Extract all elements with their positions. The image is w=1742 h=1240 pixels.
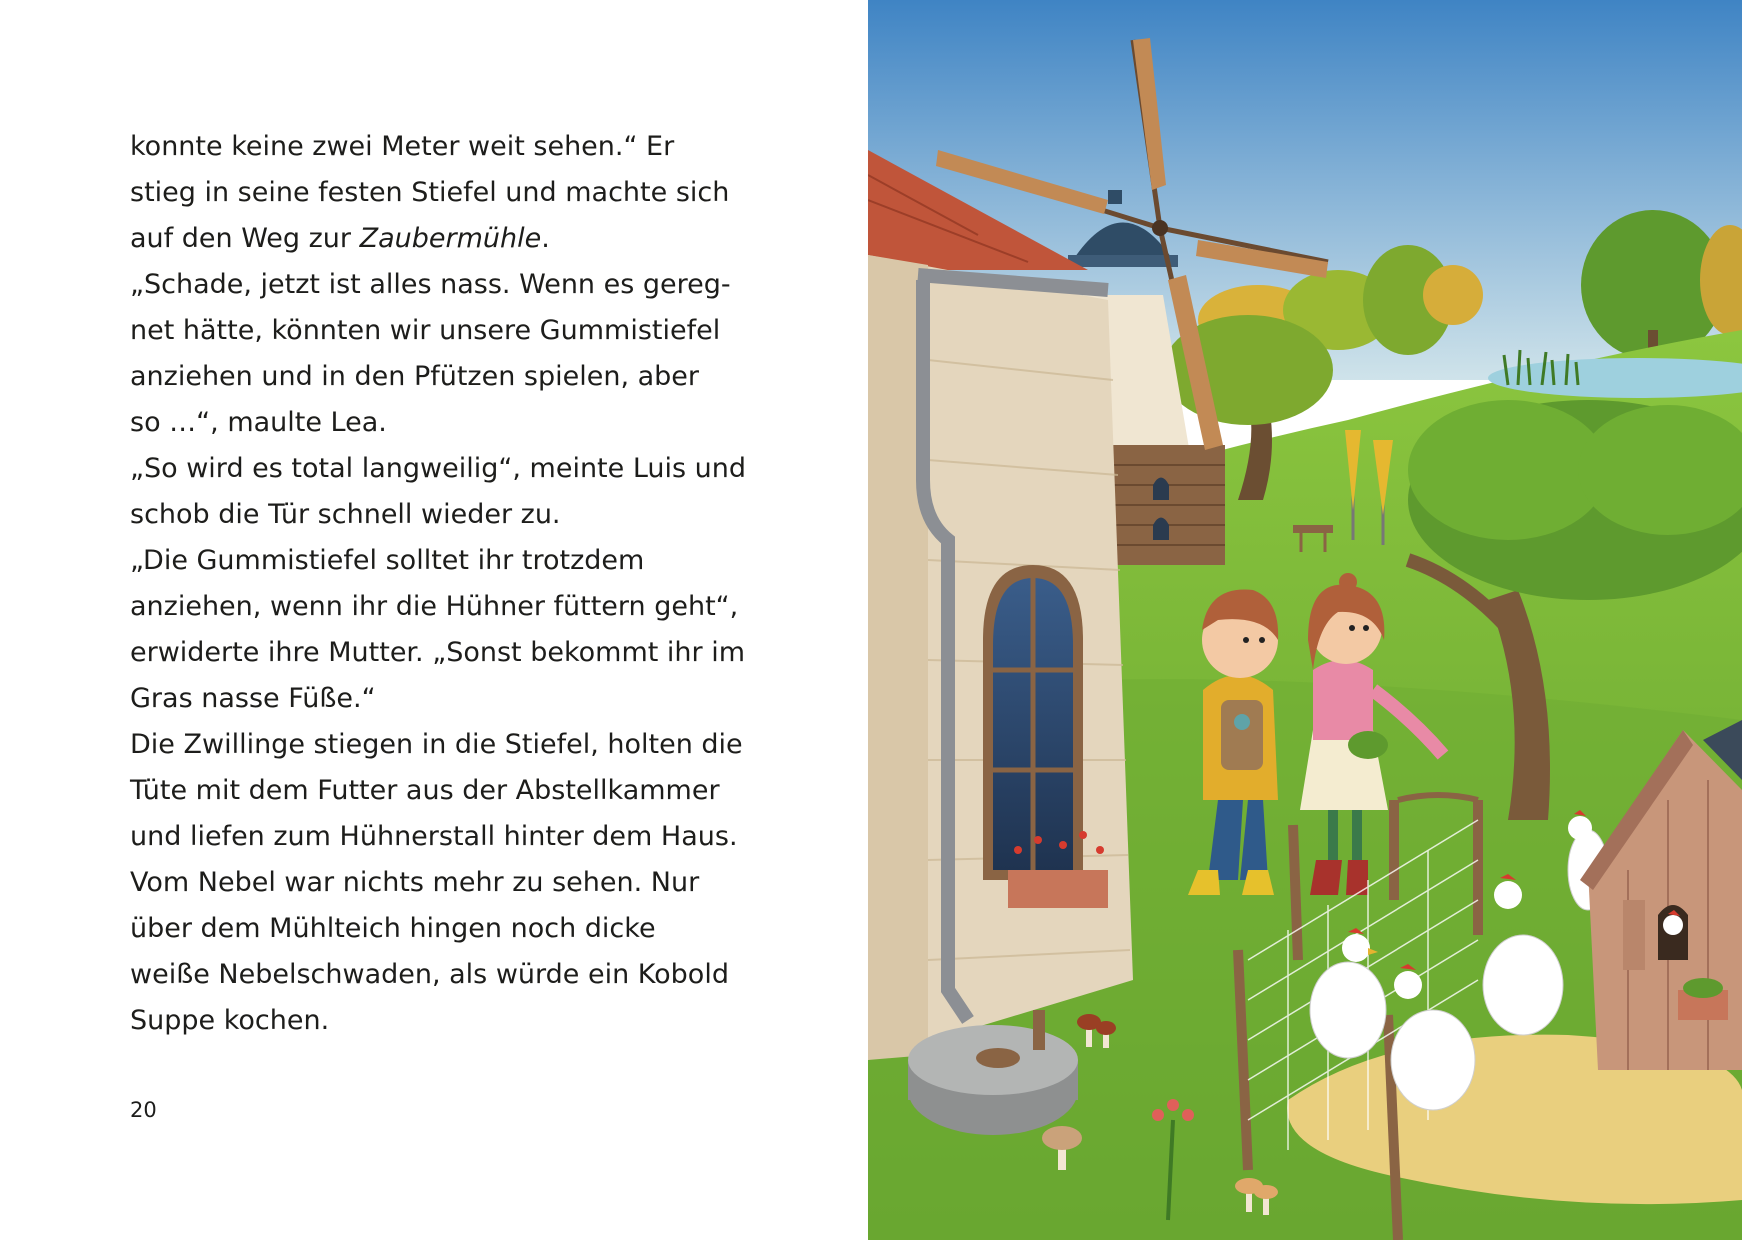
- text-line: anziehen, wenn ihr die Hühner füttern geht“,: [130, 591, 739, 622]
- text-line: net hätte, könnten wir unsere Gummistiefel: [130, 315, 721, 346]
- text-line: schob die Tür schnell wieder zu.: [130, 499, 561, 530]
- text-segment: auf den Weg zur: [130, 223, 360, 254]
- text-line: [130, 216, 770, 262]
- text-line: anziehen und in den Pfützen spielen, aber: [130, 361, 700, 392]
- illustration: [868, 0, 1742, 1240]
- text-line: Tüte mit dem Futter aus der Abstellkammer: [130, 775, 720, 806]
- text-line: „So wird es total langweilig“, meinte Luis und: [130, 453, 747, 484]
- italic-word: Zaubermühle: [359, 223, 542, 254]
- text-line: stieg in seine festen Stiefel und machte sich: [130, 177, 730, 208]
- house: [868, 150, 1133, 1060]
- text-page: [0, 0, 868, 1240]
- text-line: Suppe kochen.: [130, 1005, 330, 1036]
- text-line: Vom Nebel war nichts mehr zu sehen. Nur: [130, 867, 700, 898]
- text-line: weiße Nebelschwaden, als würde ein Kobold: [130, 959, 729, 990]
- farm-scene-image: [868, 0, 1742, 1240]
- text-line: und liefen zum Hühnerstall hinter dem Haus.: [130, 821, 738, 852]
- text-line: Die Zwillinge stiegen in die Stiefel, holten die: [130, 729, 743, 760]
- story-text: [130, 124, 770, 1044]
- text-line: konnte keine zwei Meter weit sehen.“ Er: [130, 131, 675, 162]
- text-segment: .: [541, 223, 550, 254]
- text-line: so …“, maulte Lea.: [130, 407, 387, 438]
- text-line: „Die Gummistiefel solltet ihr trotzdem: [130, 545, 645, 576]
- text-line: „Schade, jetzt ist alles nass. Wenn es gereg-: [130, 269, 731, 300]
- text-line: Gras nasse Füße.“: [130, 683, 376, 714]
- page-number: 20: [130, 1098, 157, 1122]
- text-line: erwiderte ihre Mutter. „Sonst bekommt ihr im: [130, 637, 746, 668]
- text-line: über dem Mühlteich hingen noch dicke: [130, 913, 656, 944]
